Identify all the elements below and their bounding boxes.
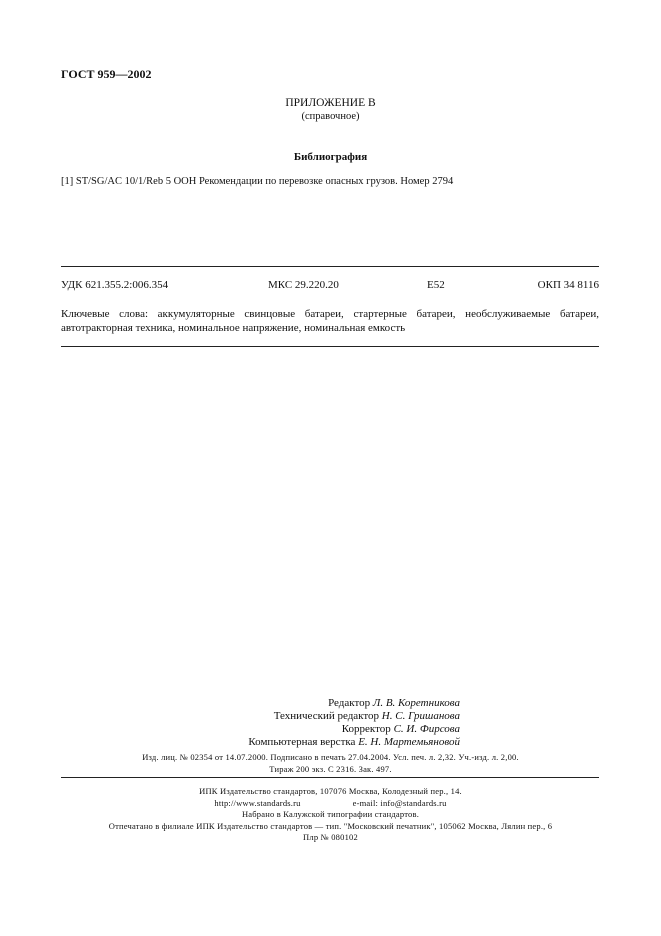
publication-info-2: Тираж 200 экз. С 2316. Зак. 497. [269,764,392,774]
publisher-license: Плр № 080102 [303,832,358,842]
keywords: Ключевые слова: аккумуляторные свинцовые батареи, стартерные батареи, необслуживаемые батареи, автотракторная техника, номинальное напряжение, номинальная емкость [61,308,599,334]
credit-corrector: Корректор С. И. Фирсова [341,723,460,735]
publisher-typeset: Набрано в Калужской типографии стандартов. [241,809,420,819]
bibliography-title: Библиография [293,151,368,163]
udk-code: УДК 621.355.2:006.354 [61,279,169,291]
bibliography-item: [1] ST/SG/AC 10/1/Reb 5 ООН Рекомендации по перевозке опасных грузов. Номер 2794 [61,176,454,187]
credit-tech-editor: Технический редактор Н. С. Гришанова [273,710,460,722]
publication-info-1: Изд. лиц. № 02354 от 14.07.2000. Подписано в печать 27.04.2004. Усл. печ. л. 2,32. Уч.-изд. л. 2,00. [142,752,519,762]
mks-code: МКС 29.220.20 [268,279,339,291]
publisher-address: ИПК Издательство стандартов, 107076 Москва, Колодезный пер., 14. [199,786,462,796]
okp-code: ОКП 34 8116 [537,279,599,291]
publisher-info [0,786,661,844]
credits [200,697,460,749]
divider-middle [61,346,599,347]
divider-bottom [61,777,599,778]
publisher-printed: Отпечатано в филиале ИПК Издательство стандартов — тип. "Московский печатник", 105062 Москва, Лялин пер., 6 [108,820,553,831]
appendix-title: ПРИЛОЖЕНИЕ В [285,97,376,109]
credit-layout: Компьютерная верстка Е. Н. Мартемьяновой [248,736,460,748]
divider-top [61,266,599,267]
standard-number: ГОСТ 959—2002 [61,67,152,81]
appendix-subtitle: (справочное) [301,111,360,122]
credit-editor: Редактор Л. В. Коретникова [328,697,460,709]
publisher-web: http://www.standards.ru [214,797,301,808]
publisher-email: e-mail: info@standards.ru [352,797,447,808]
publisher-contacts [0,798,661,810]
e-code: Е52 [427,279,445,291]
